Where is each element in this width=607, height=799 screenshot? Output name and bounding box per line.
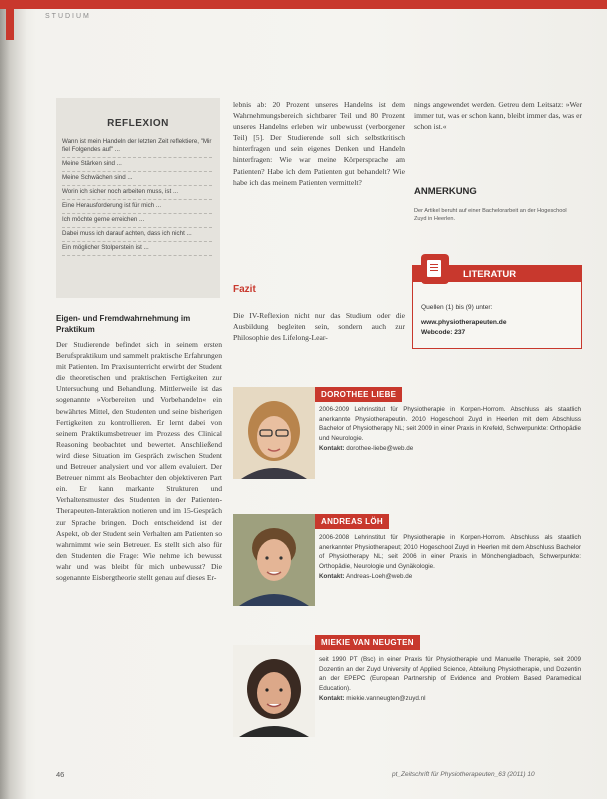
- author-bio-text: seit 1990 PT (Bsc) in einer Praxis für Physiotherapie und Manuelle Therapie, seit 2009 Dozentin an der Zuyd University of Applied Science, Abteilung Physiotherapie, und Dozentin an der EPEPC (European Partnership of Evidence and Problem Based Paramedical Education).: [319, 656, 581, 693]
- reflexion-item: Meine Schwächen sind ...: [62, 172, 212, 186]
- section-label: STUDIUM: [45, 13, 91, 20]
- reflexion-item: Ich möchte gerne erreichen ...: [62, 214, 212, 228]
- section-heading: Eigen- und Fremdwahrnehmung im Praktikum: [56, 314, 191, 334]
- author-portrait-illustration: [233, 645, 315, 737]
- anmerkung-heading: ANMERKUNG: [414, 186, 477, 197]
- page-number: 46: [56, 770, 65, 779]
- author-bio-text: 2006-2008 Lehrinstitut für Physiotherapie in Korpen-Horrom. Abschluss als staatlich anerkannter Physiotherapeut; 2010 Hogeschool Zuyd in Heerlen mit dem Abschluss Bachelor of Physiotherapy NL; seit 2006 in einer Praxis in Mönchengladbach, Schwerpunkte: Orthopädie, Neurologie und Gynäkologie.: [319, 534, 581, 571]
- literatur-title: LITERATUR: [463, 269, 517, 280]
- page-binding: [0, 0, 26, 799]
- fazit-heading: Fazit: [233, 284, 256, 295]
- top-accent-bar: [0, 0, 607, 9]
- author-photo: [233, 514, 315, 606]
- reflexion-item: Wann ist mein Handeln der letzten Zeit reflektiere, "Mir fiel Folgendes auf" ...: [62, 136, 212, 158]
- reflexion-item: Eine Herausforderung ist für mich ...: [62, 200, 212, 214]
- author-bio: [319, 405, 581, 454]
- reflexion-item: Ein möglicher Stolperstein ist ...: [62, 242, 212, 256]
- body-text-right: nings angewendet werden. Getreu dem Leitsatz: »Wer immer tut, was er schon kann, bleibt immer das, was er schon ist.«: [414, 100, 582, 132]
- author-bio: [319, 655, 581, 704]
- author-photo: [233, 645, 315, 737]
- reflexion-item: Meine Stärken sind ...: [62, 158, 212, 172]
- reflexion-box: [56, 98, 220, 298]
- contact-label: Kontakt:: [319, 572, 345, 580]
- author-email-link[interactable]: dorothee-liebe@web.de: [346, 444, 414, 452]
- anmerkung-text: Der Artikel beruht auf einer Bachelorarbeit an der Hogeschool Zuyd in Heerlen.: [414, 208, 567, 222]
- contact-label: Kontakt:: [319, 694, 345, 702]
- document-icon: [421, 254, 449, 284]
- author-name: ANDREAS LÖH: [315, 514, 389, 529]
- reflexion-list: [62, 136, 212, 256]
- author-email-link[interactable]: miekie.vanneugten@zuyd.nl: [346, 694, 426, 702]
- author-email-link[interactable]: Andreas-Loeh@web.de: [345, 572, 413, 580]
- literatur-line: Quellen (1) bis (9) unter:: [421, 304, 493, 311]
- fazit-text: Die IV-Reflexion nicht nur das Studium oder die Ausbildung begleiten sein, sondern auch zur Philosophie des Lifelong-Lear-: [233, 311, 405, 343]
- body-text-left: Der Studierende befindet sich in seinem ersten Berufspraktikum und sammelt praktische Erfahrungen mit Patienten. Im Praxisunterricht erwirbt der Student die theoretischen und praktischen Fertigkeiten zur Untersuchung und Behandlung. Mittlerweile ist das sogenannte »Vorbereiten und Vorbehandeln« ein bewährtes Mittel, den Studenten und seine bisherigen Fertigkeiten zu kontrollieren. Er lernt dabei von seinem Praktikumsbetreuer im Prozess des Clinical Reasoning beobachtet und bewertet. Anschließend wird diese Situation im Gespräch zwischen Student und Betreuer analysiert und vor allem evaluiert. Der Betreuer nimmt als Beobachter den objektiveren Part ein. Er kann markante Strukturen und Verhaltensmuster des Studenten in der Patienten-Therapeuten-Interaktion notieren und im 15-Gespräch zur Sprache bringen. Doch entscheidend ist der Aspekt, ob der Student sein Verhalten am Patienten so wahrnimmt wie sein Betreuer. Es stellt sich also für den Studenten die Frage: Wie nehme ich bewusst wahr und was bleibt für mich unbewusst? Die sogenannte Eisbergtheorie stellt genau auf dieses Er-: [56, 340, 222, 582]
- contact-label: Kontakt:: [319, 444, 345, 452]
- reflexion-title: REFLEXION: [107, 118, 169, 129]
- author-portrait-illustration: [233, 514, 315, 606]
- reflexion-item: Worin ich sicher noch arbeiten muss, ist ...: [62, 186, 212, 200]
- body-text-middle: lebnis ab: 20 Prozent unseres Handelns ist dem Wahrnehmungsbereich sichtbarer Teil und 80 Prozent unseres Handelns erleben wir unbewusst (verborgener Teil) [5]. Der Studierende soll sich selbstkritisch hinterfragen und sein eigenes Denken und Handeln hinterfragen: Wie war meine Körpersprache am Patienten? Habe ich dem Patienten gut behandelt? Wie habe ich das meinem Patienten vermittelt?: [233, 100, 405, 187]
- reflexion-item: Dabei muss ich darauf achten, dass ich nicht ...: [62, 228, 212, 242]
- literatur-box: [412, 265, 582, 349]
- author-bio: [319, 533, 581, 582]
- author-bio-text: 2006-2009 Lehrinstitut für Physiotherapie in Korpen-Horrom. Abschluss als staatlich anerkannte Physiotherapeutin. 2010 Hogeschool Zuyd in Heerlen mit dem Abschluss Bachelor of Physiotherapy NL; seit 2009 in einer Praxis in Krefeld, Schwerpunkte: Orthopädie und Neurologie.: [319, 406, 581, 443]
- literatur-link[interactable]: www.physiotherapeuten.de: [421, 319, 507, 326]
- author-name: MIEKIE VAN NEUGTEN: [315, 635, 420, 650]
- author-name: DOROTHEE LIEBE: [315, 387, 402, 402]
- author-portrait-illustration: [233, 387, 315, 479]
- author-photo: [233, 387, 315, 479]
- journal-citation: pt_Zeitschrift für Physiotherapeuten_63 (2011) 10: [392, 771, 535, 778]
- literatur-webcode: Webcode: 237: [421, 329, 466, 336]
